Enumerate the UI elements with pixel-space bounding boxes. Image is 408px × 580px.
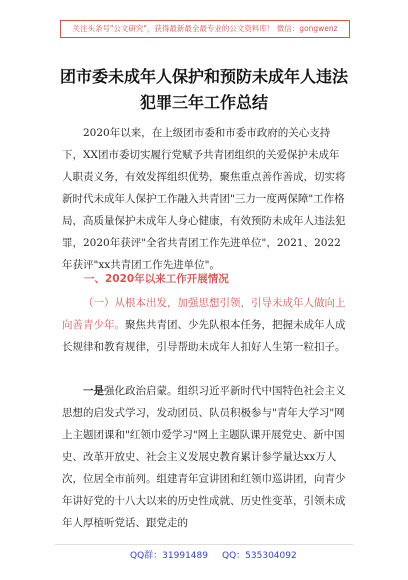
section-heading-1: 一、2020年以来工作开展情况 (84, 273, 229, 285)
body-paragraph-2 (62, 380, 348, 534)
point-marker: 一是 (83, 385, 104, 397)
intro-paragraph: 2020年以来，在上级团市委和市委市政府的关心支持下，XX团市委切实履行党赋予共青团组织的关爱保护未成年人职责义务，有效发挥组织优势，聚焦重点善作善成，切实将新时代未成年人保护工作融入共青团"三力一度两保障"工作格局，高质量保护未成年人身心健康，有效预防未成年人违法犯罪，2020年获评"全省共青团工作先进单位"，2021、2022年获评"xx共青团工作先进单位"。 (62, 127, 346, 271)
document-title-line2: 犯罪三年工作总结 (139, 93, 268, 112)
subsection-heading-1: （一）从根本出发，加强思想引领，引导未成年人做向上向善青少年。 (62, 297, 346, 331)
promo-banner: 关注头条号"公文研究"，获得最新最全最专业的公文资料库！ 微信：gongwenz (60, 20, 350, 38)
subsection-paragraph-1 (62, 292, 348, 358)
footer-qq: QQ：535304092 (222, 551, 297, 561)
point-text: 强化政治启蒙。组织习近平新时代中国特色社会主义思想的启发式学习，发动团员、队员积极参与"青年大学习"网上主题团课和"红领巾爱学习"网上主题队课开展党史、新中国史、改革开放史、社会主义发展史教育累计参学量达xx万人次，位居全市前列。组建青年宣讲团和红领巾巡讲团，向青少年讲好党的十八大以来的历史性成就、历史性变革，引领未成年人厚植听党话、跟党走的 (62, 385, 346, 529)
footer-divider (55, 544, 353, 545)
page-footer (0, 548, 408, 564)
subsection-text-1: 聚焦共青团、少先队根本任务，把握未成年人成长规律和教育规律，引导帮助未成年人扣好人生第一粒扣子。 (62, 319, 346, 353)
document-title-line1: 团市委未成年人保护和预防未成年人违法 (59, 67, 348, 86)
footer-qq-group: QQ群：31991489 (130, 551, 208, 561)
